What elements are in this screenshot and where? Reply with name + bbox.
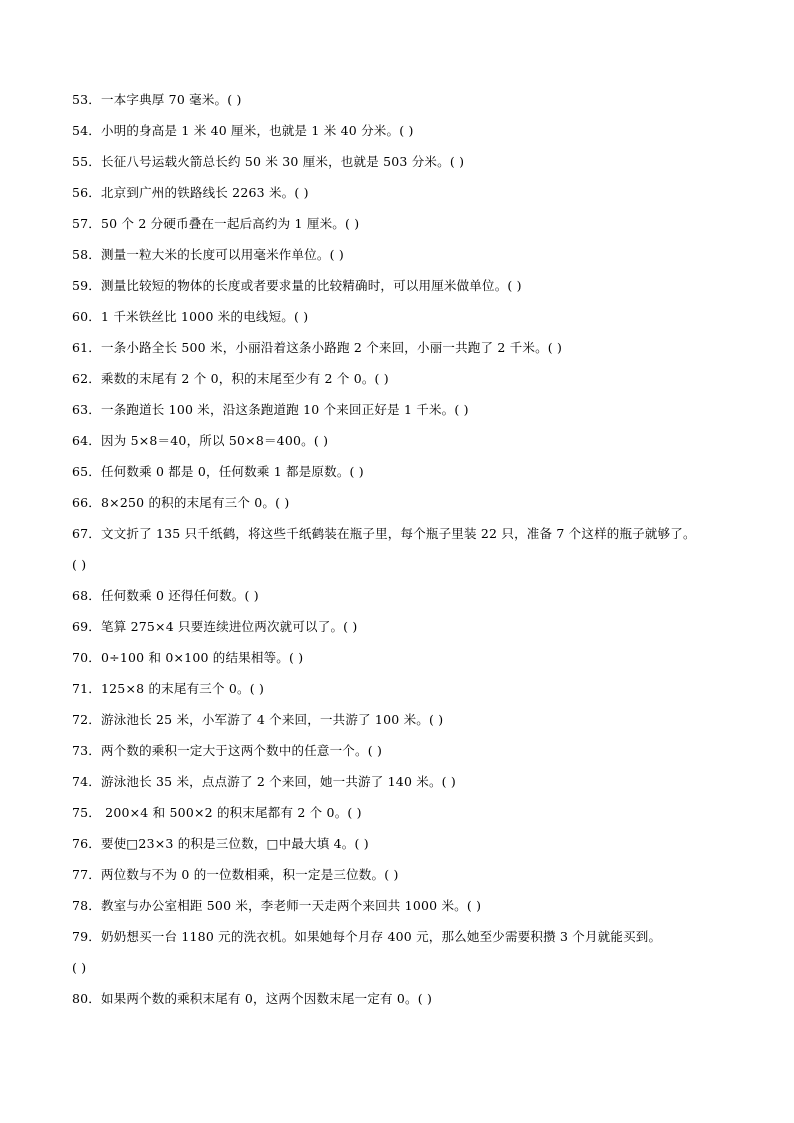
question-text: 73．两个数的乘积一定大于这两个数中的任意一个。( ) bbox=[72, 743, 383, 758]
question-text: 68．任何数乘 0 还得任何数。( ) bbox=[72, 588, 259, 603]
question-80 bbox=[72, 983, 732, 1014]
question-text: 57．50 个 2 分硬币叠在一起后高约为 1 厘米。( ) bbox=[72, 216, 360, 231]
question-text: 74．游泳池长 35 米，点点游了 2 个来回，她一共游了 140 米。( ) bbox=[72, 774, 456, 789]
question-text: 79．奶奶想买一台 1180 元的洗衣机。如果她每个月存 400 元，那么她至少需要积攒 3 个月就能买到。 bbox=[72, 929, 662, 944]
question-text: 69．笔算 275×4 只要连续进位两次就可以了。( ) bbox=[72, 619, 358, 634]
question-65 bbox=[72, 456, 732, 487]
question-text: 54．小明的身高是 1 米 40 厘米，也就是 1 米 40 分米。( ) bbox=[72, 123, 414, 138]
question-63 bbox=[72, 394, 732, 425]
question-71 bbox=[72, 673, 732, 704]
question-57 bbox=[72, 208, 732, 239]
question-text: 61．一条小路全长 500 米，小丽沿着这条小路跑 2 个来回，小丽一共跑了 2 千米。( ) bbox=[72, 340, 563, 355]
question-text: 63．一条跑道长 100 米，沿这条跑道跑 10 个来回正好是 1 千米。( ) bbox=[72, 402, 469, 417]
question-66 bbox=[72, 487, 732, 518]
question-77 bbox=[72, 859, 732, 890]
question-62 bbox=[72, 363, 732, 394]
question-74 bbox=[72, 766, 732, 797]
question-text: 58．测量一粒大米的长度可以用毫米作单位。( ) bbox=[72, 247, 344, 262]
question-text: 70．0÷100 和 0×100 的结果相等。( ) bbox=[72, 650, 304, 665]
question-text: 64．因为 5×8＝40，所以 50×8＝400。( ) bbox=[72, 433, 329, 448]
question-58 bbox=[72, 239, 732, 270]
question-text: 75． 200×4 和 500×2 的积末尾都有 2 个 0。( ) bbox=[72, 805, 362, 820]
question-text: 53．一本字典厚 70 毫米。( ) bbox=[72, 92, 242, 107]
question-67 bbox=[72, 518, 732, 580]
question-list bbox=[72, 84, 732, 1014]
question-59 bbox=[72, 270, 732, 301]
question-text: 77．两位数与不为 0 的一位数相乘，积一定是三位数。( ) bbox=[72, 867, 399, 882]
question-text: 67．文文折了 135 只千纸鹤，将这些千纸鹤装在瓶子里，每个瓶子里装 22 只，准备 7 个这样的瓶子就够了。 bbox=[72, 526, 696, 541]
question-68 bbox=[72, 580, 732, 611]
question-text: 65．任何数乘 0 都是 0，任何数乘 1 都是原数。( ) bbox=[72, 464, 364, 479]
question-56 bbox=[72, 177, 732, 208]
question-53 bbox=[72, 84, 732, 115]
question-75 bbox=[72, 797, 732, 828]
question-69 bbox=[72, 611, 732, 642]
question-text: 62．乘数的末尾有 2 个 0，积的末尾至少有 2 个 0。( ) bbox=[72, 371, 389, 386]
question-64 bbox=[72, 425, 732, 456]
answer-blank: ( ) bbox=[72, 960, 87, 975]
question-text: 59．测量比较短的物体的长度或者要求量的比较精确时，可以用厘米做单位。( ) bbox=[72, 278, 522, 293]
question-text: 56．北京到广州的铁路线长 2263 米。( ) bbox=[72, 185, 309, 200]
question-72 bbox=[72, 704, 732, 735]
question-text: 78．教室与办公室相距 500 米，李老师一天走两个来回共 1000 米。( ) bbox=[72, 898, 482, 913]
question-55 bbox=[72, 146, 732, 177]
question-text: 72．游泳池长 25 米，小军游了 4 个来回，一共游了 100 米。( ) bbox=[72, 712, 444, 727]
question-76 bbox=[72, 828, 732, 859]
question-79 bbox=[72, 921, 732, 983]
question-text: 71．125×8 的末尾有三个 0。( ) bbox=[72, 681, 265, 696]
question-61 bbox=[72, 332, 732, 363]
question-text: 60．1 千米铁丝比 1000 米的电线短。( ) bbox=[72, 309, 309, 324]
answer-blank: ( ) bbox=[72, 557, 87, 572]
question-text: 80．如果两个数的乘积末尾有 0，这两个因数末尾一定有 0。( ) bbox=[72, 991, 433, 1006]
question-70 bbox=[72, 642, 732, 673]
question-60 bbox=[72, 301, 732, 332]
question-text: 76．要使□23×3 的积是三位数，□中最大填 4。( ) bbox=[72, 836, 369, 851]
question-73 bbox=[72, 735, 732, 766]
question-78 bbox=[72, 890, 732, 921]
question-text: 55．长征八号运载火箭总长约 50 米 30 厘米，也就是 503 分米。( ) bbox=[72, 154, 465, 169]
question-54 bbox=[72, 115, 732, 146]
question-text: 66．8×250 的积的末尾有三个 0。( ) bbox=[72, 495, 290, 510]
